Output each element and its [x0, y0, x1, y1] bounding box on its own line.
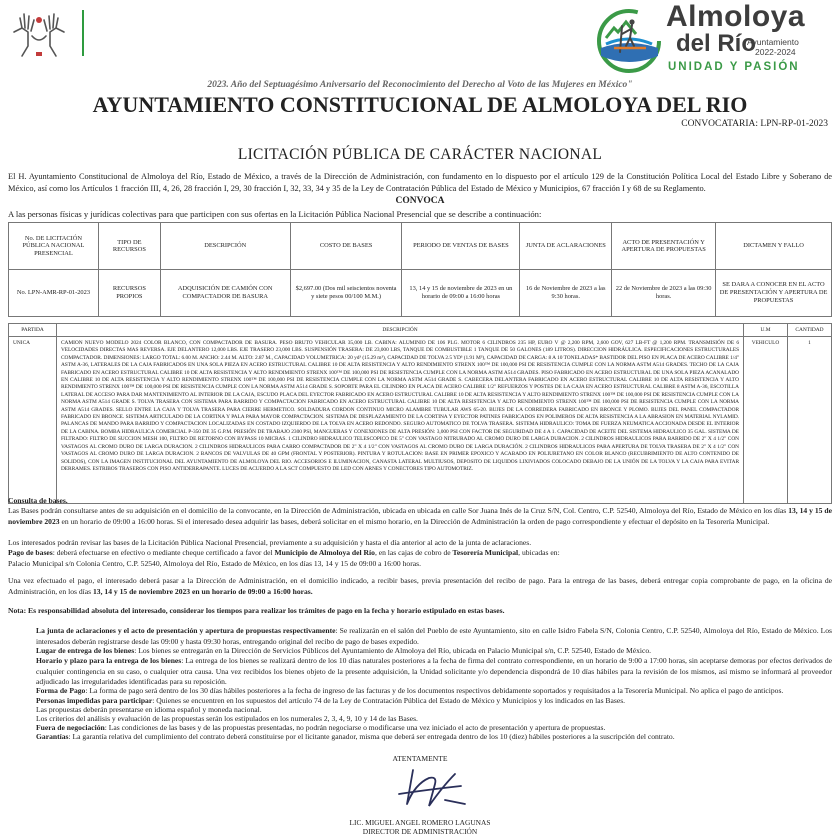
table-header-cell: DESCRIPCIÓN	[160, 223, 290, 270]
description-cell: CAMION NUEVO MODELO 2024 COLOR BLANCO, CON COMPACTADOR DE BASURA. PESO BRUTO VEHICULAR 35,000 LB. CABINA: ALUMINIO DE 106 PLG. MOTOR 6 CILINDROS 235 HP, EURO V @ 2,200 RPM, 2,600 GOV, 627 LB-FT @ 1,200 RPM. TRANSMISIÓN DE 6 VELOCIDADES DIRECTAS MAS REVERSA. EJE DELANTERO 12,000 LBS. EJE TRASERO 23,000 LBS. SUSPENSIÓN TRASERA: DE 23,000 LBS, TANQUE DE COMBUSTIBLE 1 TANQUE DE 50 GALONES (189 LITROS). DIRECCION HIDRÁULICA. ESPECIFICACIONES ESTRUCTURALES COMPACTADOR. DIMENSIONES: LARGO TOTAL: 6.00 M. ANCHO: 2.44 M. ALTO: 2.87 M., CAPACIDAD VOLUMETRICA: 20 yd³ (15.29 m³), CAPACIDAD DE TOLVA 2.5 YD³ (1.91 M³), CAPACIDAD DE CARGA: 8 A 10 TONELADAS* BASTIDOR DEL PISO EN PLACA DE ACERO CALIBRE 1/4" ASTM A-36, LATERALES DE LA CAJA FABRICADOS EN UNA SOLA PIEZA EN ACERO ESTRUCTURAL CALIBRE 10 DE ALTA RESISTENCIA Y ALTO RENDIMIENTO STRENX 100™ DE 100,000 PSI DE RESISTENCIA CUMPLE CON LA NORMA ASTM A514 GRADES. TECHO DE LA CAJA FABRICADO EN ACERO ESTRUCTURAL CALIBRE 10 DE ALTA RESISTENCIA Y ALTO RENDIMIENTO STRENX 100™ DE 100,000 PSI DE RESISTENCIA CUMPLE CON LA NORMA ASTM A514 GRADES. PISO FABRICADO EN ACERO ESTRUCTURAL DE UNA SOLA PIEZA ACANALADO EN CALIBRE 10 DE ALTA RESISTENCIA Y ALTO RENDIMIENTO STRENX 100™ DE 100,000 PSI DE RESISTENCIA CUMPLE CON LA NORMA ASTM A514 GRADE S. CABECERA DELANTERA FABRICADO EN ACERO ESTRUCTURAL CALIBRE 10 DE ALTA RESISTENCIA Y ALTO RENDIMIENTO STRENX 100™ DE 100,000 PSI DE RESISTENCIA CUMPLE CON LA NORMA ASTM A514 GRADE S. SOPORTE PARA EL CILINDRO EN PLACA DE ACERO CALIBRE 1/2" REFUERZOS Y POSTES DE LA CAJA EN ACERO ESTRUCTURAL CALIBRE 8 ASTM A-36, ESCOTILLA LATERAL DE ACCESO PARA DAR MANTENIMIENTO AL INTERIOR DE LA CAJA, ESCUDO PLACA DEL EYECTOR FABRICADO EN ACERO ESTRUCTURAL CALIBRE 10 DE ALTA RESISTENCIA Y ALTO RENDIMIENTO STRENX 100™ DE 100,000 PSI DE RESISTENCIA CUMPLE CON LA NORMA ASTM A514 GRADE S. TOLVA TRASERA CON SISTEMA PARA BARRIDO Y COMPACTACION FABRICADO EN ACERO ESTRUCTURAL CALIBRE 10 DE ALTA RESISTENCIA Y ALTO RENDIMIENTO STRENX 100™ DE 100,000 PSI DE RESISTENCIA CUMPLE CON LA NORMA ASTM A514 GRADES. SELLO ENTRE LA CAJA Y TOLVA TRASERA PARA CIERRE HERMETICO. SOLDADURA CORDON CONTINUO MICRO ALAMBRE TUBULAR AWS 65-20. BUJES DE LA CORREDERA FABRICADO EN BRONCE Y PLOMO. BUJES DEL PANEL COMPACTADOR FABRICADO EN BRONCE. SISTEMA ARTICULADO DE LA CORTINA Y PALA PARA MAYOR COMPACTACION. SISTEMA DE DESPLAZAMIENTO DE LA CORTINA Y EYECTOR PATINES FABRICADOS EN POLIMEROS DE ALTA RESISTENCIA A LA ABRASION EN MATERIAL NYLAMID. PALANCAS DE MANDO PARA BARRIDO Y COMPACTACION LOCALIZADAS EN COSTADO IZQUIERDO DE LA TOLVA EN ACERO REDONDO. SEGURO AUTOMATICO DE TOLVA TRASERA. SISTEMA HIDRAULICO: TOMA DE FUERZA NEUMATICA ACCIONADA DESDE EL INTERIOR DE LA CABINA. BOMBA HIDRAULICA COMERCIAL P-350 DE 35 G.P.M. PRESIÓN DE TRABAJO 2300 PSI, MANGUERAS Y CONEXIONES DE ALTA PRESIÓN: 3,000 PSI CON FACTOR DE SEGURIDAD DE 4 A 1. CAPACIDAD DE ACEITE DEL SISTEMA HIDRAULICO 35 GAL. SISTEMA DE FILTRADO: FILTRO DE SUCCION MESH 100, FILTRO DE RETORNO CON BYPASS 10 MICRAS. 1 CILINDRO HIDRAULICO TELESCOPICO DE 5" CON VASTAGO NITRURADO AL CROMO DURO DE LARGA DURACION. 2 CILINDROS HIDRAULICOS PARA BARRIDO DE 2" X 4 1/2" CON VASTAGOS AL CROMO DURO DE LARGA DURACION. 2 CILINDROS HIDRAULICOS PARA CARRO COMPACTADOR DE 2" X 4 1/2" CON VASTAGOS AL CROMO DURO DE LARGA DURACIÓN. 2 CILINDROS HIDRAULICOS PARA APERTURA DE TOLVA TRASERA DE 2" X 4 1/2" CON VASTAGOS AL CROMO DURO DE LARGA DURACION. 2 BANCOS DE VALVULAS DE 40 GPM (FRONTAL Y POSTERIOR). PINTURA Y ROTULACION: BASE EN PRIMER EPOXICO Y ACABADO EN POLIURETANO EN COLOR BLANCO (RECUBRIMIENTO DE ALTO CONTENIDO DE SOLIDOS), CON LA IMAGEN INSTITUCIONAL DEL AYUNTAMIENTO DE ALMOLOYA DEL RIO. ACCESORIOS E ILUMINACION, CANASTA LATERAL MULTIUSOS, DEPOSITO DE LIQUIDOS LIXIVIADOS COLOCADO DEBAJO DE LA UNIÓN DE LA TOLVA Y LA CAJA PARA EVITAR DERRAMES. ESTRIBOS TRASEROS CON PISO ANTIDERRAPANTE. LUCES DE ACUERDO A LA SCT COMPUESTO DE LED CON ARNES Y CONECTORES TIPO AUTOMOTRIZ.	[56, 337, 743, 504]
condition-item: La junta de aclaraciones y el acto de presentación y apertura de propuestas respectivamente: Se realizarán en el salón del Pueblo de este Ayuntamiento, sito en calle Isidro Fabela S/N, Colonia Centro, C.P. 52540, Almoloya del Río, Estado de México. Los interesados deberán registrarse desde las 09:00 y hasta 09:30 horas, entregando original del recibo de pago de bases expedido.	[36, 626, 832, 646]
review-paragraph: Los interesados podrán revisar las bases de la Licitación Pública Nacional Presencial, previamente a su adquisición y hasta el día anterior al acto de la junta de aclaraciones.	[8, 538, 532, 547]
hands-emblem-icon	[8, 6, 70, 60]
table-row	[9, 270, 832, 317]
quantity-cell: 1	[788, 337, 832, 504]
table-cell: $2,697.00 (Dos mil seiscientos noventa y siete pesos 00/100 M.M.)	[290, 270, 402, 317]
condition-item: Personas impedidas para participar: Quienes se encuentren en los supuestos del artículo 74 de la Ley de Contratación Pública del Estado de México y Municipios y los indicados en las Bases.	[36, 696, 626, 705]
signatory-title: DIRECTOR DE ADMINISTRACIÓN	[362, 827, 478, 836]
table-header-cell: COSTO DE BASES	[290, 223, 402, 270]
table-row	[9, 337, 832, 504]
logo-name-line1: Almoloya	[666, 0, 806, 33]
partida-cell: UNICA	[9, 337, 57, 504]
table-header-cell: DICTAMEN Y FALLO	[716, 223, 832, 270]
subtitle: LICITACIÓN PÚBLICA DE CARÁCTER NACIONAL	[237, 146, 603, 163]
table-header-cell: TIPO DE RECURSOS	[98, 223, 160, 270]
condition-item: Lugar de entrega de los bienes: Los bienes se entregarán en la Dirección de Servicios Públicos del Ayuntamiento de Almoloya del Río, ubicada en Palacio Municipal s/n, C.P. 52540, Estado de México.	[36, 646, 652, 655]
table-cell: 22 de Noviembre de 2023 a las 09:30 horas.	[612, 270, 716, 317]
tender-summary-table	[8, 222, 832, 317]
condition-item: Garantías: La garantía relativa del cumplimiento del contrato deberá constituirse por el licitante ganador, misma que deberá ser entregada dentro de los 10 (diez) hábiles posteriores a la suscripción del contrato.	[36, 732, 675, 741]
table-cell: SE DARA A CONOCER EN EL ACTO DE PRESENTACIÓN Y APERTURA DE PROPUESTAS	[716, 270, 832, 317]
invite-paragraph: A las personas físicas y jurídicas colectivas para que participen con sus ofertas en la Licitación Pública Nacional Presencial que se describe a continuación:	[8, 209, 542, 219]
table-header-cell: CANTIDAD	[788, 324, 832, 337]
header-divider	[82, 10, 84, 56]
unit-cell: VEHICULO	[744, 337, 788, 504]
table-header-cell: PARTIDA	[9, 324, 57, 337]
convocatoria-number: CONVOCATARIA: LPN-RP-01-2023	[681, 119, 828, 129]
table-header-cell: PERIODO DE VENTAS DE BASES	[402, 223, 520, 270]
signature-scribble-icon	[385, 764, 475, 816]
consulta-paragraph: Las Bases podrán consultarse antes de su adquisición en el domicilio de la convocante, en la Dirección de Administración, ubicada en ubicada en calle Sor Juana Inés de la Cruz S/N, Col. Centro, C.P. 52540, Almoloya del Río, Estado de México en los días 13, 14 y 15 de noviembre 2023 en un horario de 09:00 a 16:00 horas. Si el interesado desea adquirir las bases, deberá solicitar en el mismo horario, en la Dirección de Administración la orden de pago correspondiente y efectuar el depósito en la Tesorería Municipal.	[8, 506, 832, 526]
logo-sub-line2: 2022-2024	[755, 47, 796, 57]
condition-item: Fuera de negociación: Las condiciones de las bases y de las propuestas presentadas, no podrán negociarse o modificarse una vez iniciado el acto de presentación y apertura de propuestas.	[36, 723, 606, 732]
intro-paragraph: El H. Ayuntamiento Constitucional de Almoloya del Río, Estado de México, a través de la Dirección de Administración, con fundamento en lo dispuesto por el artículo 129 de la Constitución Política Local del Estado Libre y Soberano de México, así como los Artículos 1 fracción III, 4, 26, 28 fracción I, 29, 30 fracción I, 32, 33, 34 y 35 de la Ley de Contratación Pública del Estado de México y Municipios, 67 fracción I y 68 de su Reglamento.	[8, 172, 832, 193]
year-legend: 2023. Año del Septuagésimo Aniversario del Reconocimiento del Derecho al Voto de las Mujeres en México"	[207, 80, 633, 90]
paddle-boarder-logo-icon	[592, 8, 666, 74]
logo-sub-line1: Ayuntamiento	[747, 37, 799, 47]
table-header-cell: ACTO DE PRESENTACIÓN Y APERTURA DE PROPUESTAS	[612, 223, 716, 270]
logo-slogan: UNIDAD Y PASIÓN	[668, 61, 800, 73]
main-title: AYUNTAMIENTO CONSTITUCIONAL DE ALMOLOYA DEL RIO	[92, 92, 748, 117]
signature-label: ATENTAMENTE	[392, 754, 448, 763]
table-cell: 16 de Noviembre de 2023 a las 9:30 horas.	[520, 270, 612, 317]
table-header-cell: U.M	[744, 324, 788, 337]
table-cell: 13, 14 y 15 de noviembre de 2023 en un horario de 09:00 a 16:00 horas	[402, 270, 520, 317]
receipt-paragraph: Una vez efectuado el pago, el interesado deberá pasar a la Dirección de Administración, en el domicilio indicado, a recibir bases, previa presentación del recibo de pago. Para la entrega de las bases, deberá entregar copia comprobante de pago, en la oficina de Administración, en los días 13, 14 y 15 de noviembre 2023 en un horario de 09:00 a 16:00 horas.	[8, 576, 832, 596]
table-header-cell: JUNTA DE ACLARACIONES	[520, 223, 612, 270]
table-header-cell: DESCRIPCIÓN	[56, 324, 743, 337]
consulta-title: Consulta de bases.	[8, 496, 68, 505]
signatory-name: LIC. MIGUEL ANGEL ROMERO LAGUNAS	[349, 818, 491, 827]
table-cell: RECURSOS PROPIOS	[98, 270, 160, 317]
table-header-row	[9, 223, 832, 270]
condition-item: Horario y plazo para la entrega de los bienes: La entrega de los bienes se realizará dentro de los 10 días naturales posteriores a la fecha de firma del contrato correspondiente, en un horario de 9:00 a 17:00 horas, sin aceptarse demoras por efectos derivados de cualquier contingencia en su caso, o cualquier otra causa. Una vez recibidos los bienes objeto de la presente adquisición, la Unidad solicitante y/o dependencia dispondrá de 10 días hábiles para la revisión de los mismos, así mismo se informará al proveedor adjudicado las irregularidades identificadas para su reposición.	[36, 656, 832, 687]
condition-item: Forma de Pago: La forma de pago será dentro de los 30 días hábiles posteriores a la fecha de ingreso de las facturas y de los documentos respectivos debidamente soportados y requisitados a la Tesorería Municipal. No aplica el pago de anticipos.	[36, 686, 784, 695]
logo-name-line2: del Río	[676, 30, 757, 57]
condition-item: Los criterios del análisis y evaluación de las propuestas serán los estipulados en los numerales 2, 3, 4, 9, 10 y 14 de las Bases.	[36, 714, 418, 723]
condition-item: Las propuestas deberán presentarse en idioma español y moneda nacional.	[36, 705, 262, 714]
table-header-cell: No. DE LICITACIÓN PÚBLICA NACIONAL PRESENCIAL	[9, 223, 99, 270]
table-cell: ADQUISICIÓN DE CAMIÓN CON COMPACTADOR DE BASURA	[160, 270, 290, 317]
item-description-table	[8, 323, 832, 504]
convoca-heading: CONVOCA	[395, 196, 445, 206]
table-cell: No. LPN-AMR-RP-01-2023	[9, 270, 99, 317]
nota-paragraph: Nota: Es responsabilidad absoluta del interesado, considerar los tiempos para realizar los trámites de pago en la fecha y horario estipulado en estas bases.	[8, 606, 505, 615]
pago-paragraph: Pago de bases: deberá efectuarse en efectivo o mediante cheque certificado a favor del Municipio de Almoloya del Río, en las cajas de cobro de Tesorería Municipal, ubicadas en: Palacio Municipal s/n Colonia Centro, C.P. 52540, Almoloya del Río, Estado de México, en los días 13, 14 y 15 de 09:00 a 16:00 horas.	[8, 548, 560, 568]
table-header-row	[9, 324, 832, 337]
